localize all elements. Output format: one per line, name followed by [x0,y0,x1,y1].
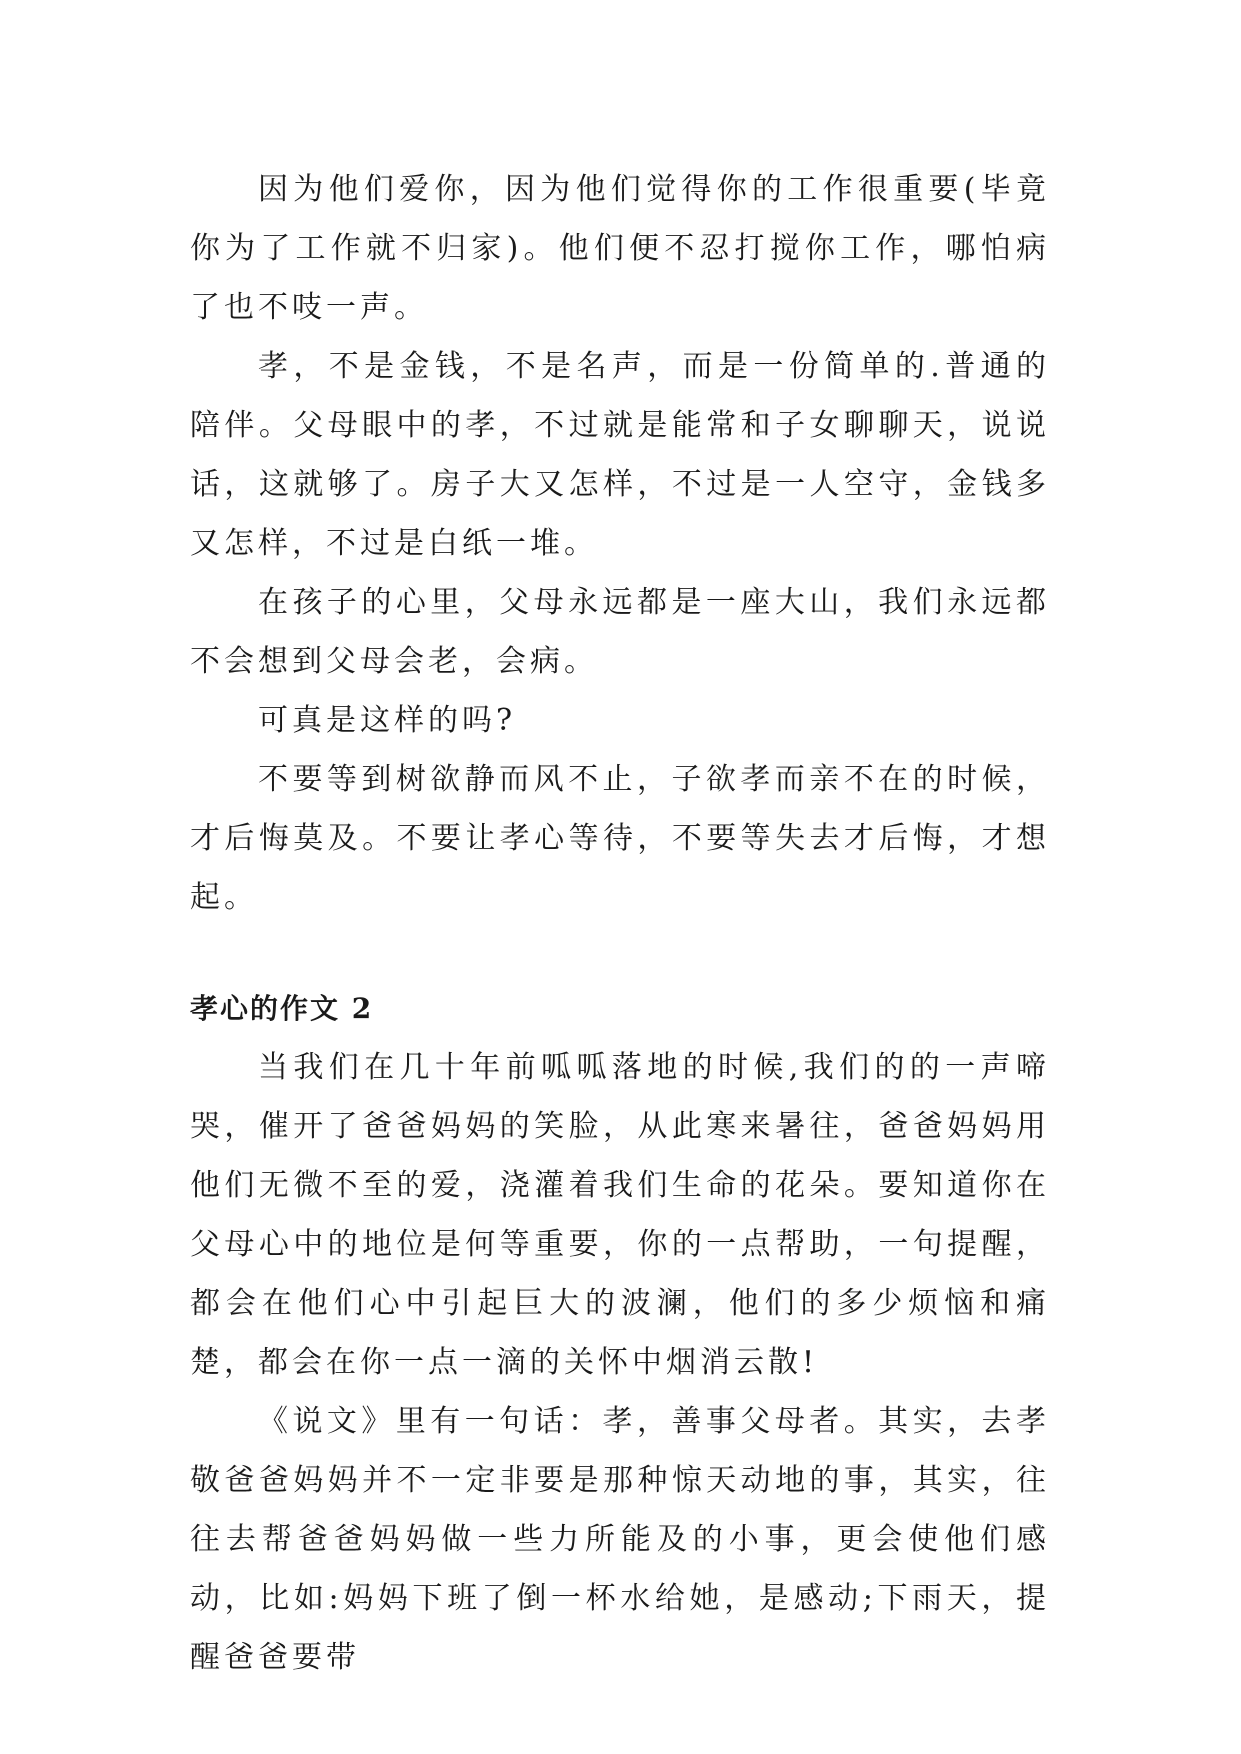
paragraph: 可真是这样的吗? [258,703,517,738]
paragraph: 在孩子的心里，父母永远都是一座大山，我们永远都不会想到父母会老，会病。 [190,585,1050,679]
document-body [190,160,1050,1687]
paragraph: 不要等到树欲静而风不止，子欲孝而亲不在的时候，才后悔莫及。不要让孝心等待，不要等失去才后悔，才想起。 [190,762,1050,915]
section-title: 孝心的作文 2 [190,992,374,1025]
paragraph: 《说文》里有一句话：孝，善事父母者。其实，去孝敬爸爸妈妈并不一定非要是那种惊天动地的事，其实，往往去帮爸爸妈妈做一些力所能及的小事，更会使他们感动，比如:妈妈下班了倒一杯水给她，是感动;下雨天，提醒爸爸要带 [190,1404,1050,1675]
paragraph: 当我们在几十年前呱呱落地的时候,我们的的一声啼哭，催开了爸爸妈妈的笑脸，从此寒来暑往，爸爸妈妈用他们无微不至的爱，浇灌着我们生命的花朵。要知道你在父母心中的地位是何等重要，你的一点帮助，一句提醒，都会在他们心中引起巨大的波澜，他们的多少烦恼和痛楚，都会在你一点一滴的关怀中烟消云散! [190,1050,1050,1380]
paragraph: 因为他们爱你，因为他们觉得你的工作很重要(毕竟你为了工作就不归家)。他们便不忍打搅你工作，哪怕病了也不吱一声。 [190,172,1050,325]
paragraph: 孝，不是金钱，不是名声，而是一份简单的.普通的陪伴。父母眼中的孝，不过就是能常和子女聊聊天，说说话，这就够了。房子大又怎样，不过是一人空守，金钱多又怎样，不过是白纸一堆。 [190,349,1050,561]
